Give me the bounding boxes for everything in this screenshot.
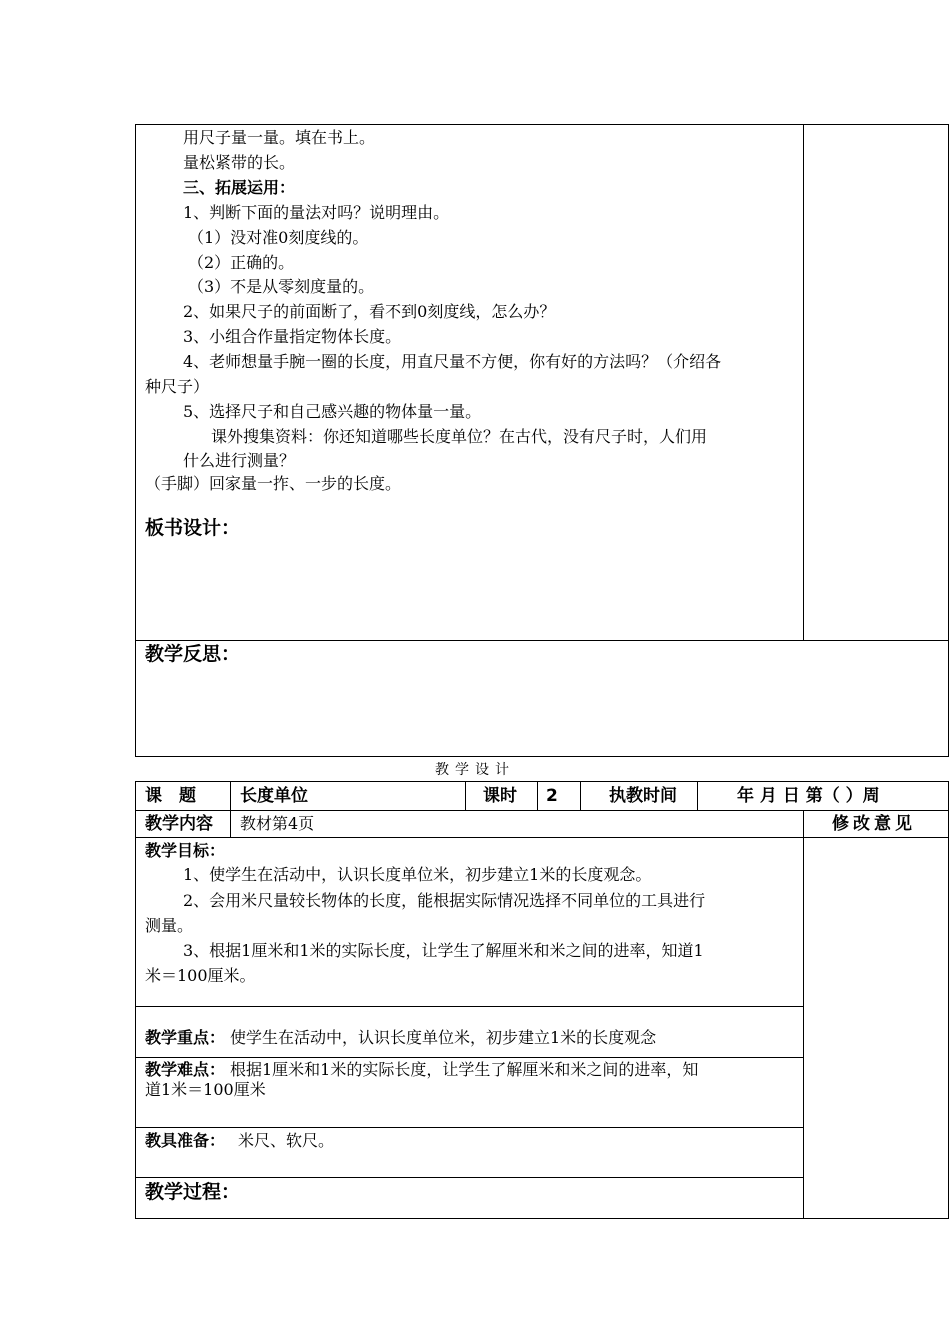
text-line: （2）正确的。 (188, 253, 295, 272)
time-label: 执教时间 (609, 786, 677, 806)
difficulty-label: 教学难点： (145, 1060, 226, 1079)
goal-line: 3、根据1厘米和1米的实际长度，让学生了解厘米和米之间的进率，知道1 (183, 941, 704, 960)
topic-value: 长度单位 (240, 786, 308, 806)
time-value: 年 月 日 第（ ）周 (737, 786, 880, 806)
period-value: 2 (546, 786, 558, 806)
text-line: 用尺子量一量。填在书上。 (183, 128, 376, 147)
reflection-label: 教学反思： (145, 643, 241, 665)
text-line: 5、选择尺子和自己感兴趣的物体量一量。 (183, 402, 482, 421)
goal-line: 1、使学生在活动中，认识长度单位米，初步建立1米的长度观念。 (183, 865, 652, 884)
goal-line: 测量。 (145, 916, 194, 935)
text-line: 4、老师想量手腕一圈的长度，用直尺量不方便，你有好的方法吗？（介绍各 (183, 352, 722, 371)
text-line: 种尺子） (145, 377, 210, 396)
key-point-value: 使学生在活动中，认识长度单位米，初步建立1米的长度观念 (230, 1028, 657, 1047)
key-point-label: 教学重点： (145, 1028, 226, 1047)
goals-label: 教学目标： (145, 841, 226, 860)
topic-label: 课 题 (145, 786, 196, 806)
text-line: （1）没对准0刻度线的。 (188, 228, 369, 247)
text-line: 量松紧带的长。 (183, 153, 296, 172)
revise-label: 修改意见 (832, 814, 916, 834)
text-line: 什么进行测量？ (183, 451, 296, 470)
difficulty-value: 根据1厘米和1米的实际长度，让学生了解厘米和米之间的进率，知 (230, 1060, 699, 1079)
content-label: 教学内容 (145, 814, 213, 834)
tools-label: 教具准备： (145, 1131, 226, 1150)
text-line: 2、如果尺子的前面断了，看不到0刻度线，怎么办？ (183, 302, 556, 321)
difficulty-value-cont: 道1米＝100厘米 (145, 1080, 266, 1099)
design-title: 教学设计 (435, 762, 515, 778)
goal-line: 2、会用米尺量较长物体的长度，能根据实际情况选择不同单位的工具进行 (183, 891, 706, 910)
text-line: 1、判断下面的量法对吗？说明理由。 (183, 203, 450, 222)
tools-value: 米尺、软尺。 (238, 1131, 335, 1150)
goal-line: 米＝100厘米。 (145, 966, 256, 985)
board-design-label: 板书设计： (145, 517, 241, 539)
process-label: 教学过程： (145, 1181, 241, 1203)
text-line: 课外搜集资料：你还知道哪些长度单位？在古代，没有尺子时，人们用 (211, 427, 708, 446)
period-label: 课时 (483, 786, 517, 806)
text-line: （3）不是从零刻度量的。 (188, 277, 375, 296)
text-line: （手脚）回家量一拃、一步的长度。 (145, 474, 402, 493)
section-heading: 三、拓展运用： (183, 178, 296, 197)
content-value: 教材第4页 (240, 814, 315, 833)
text-line: 3、小组合作量指定物体长度。 (183, 327, 402, 346)
